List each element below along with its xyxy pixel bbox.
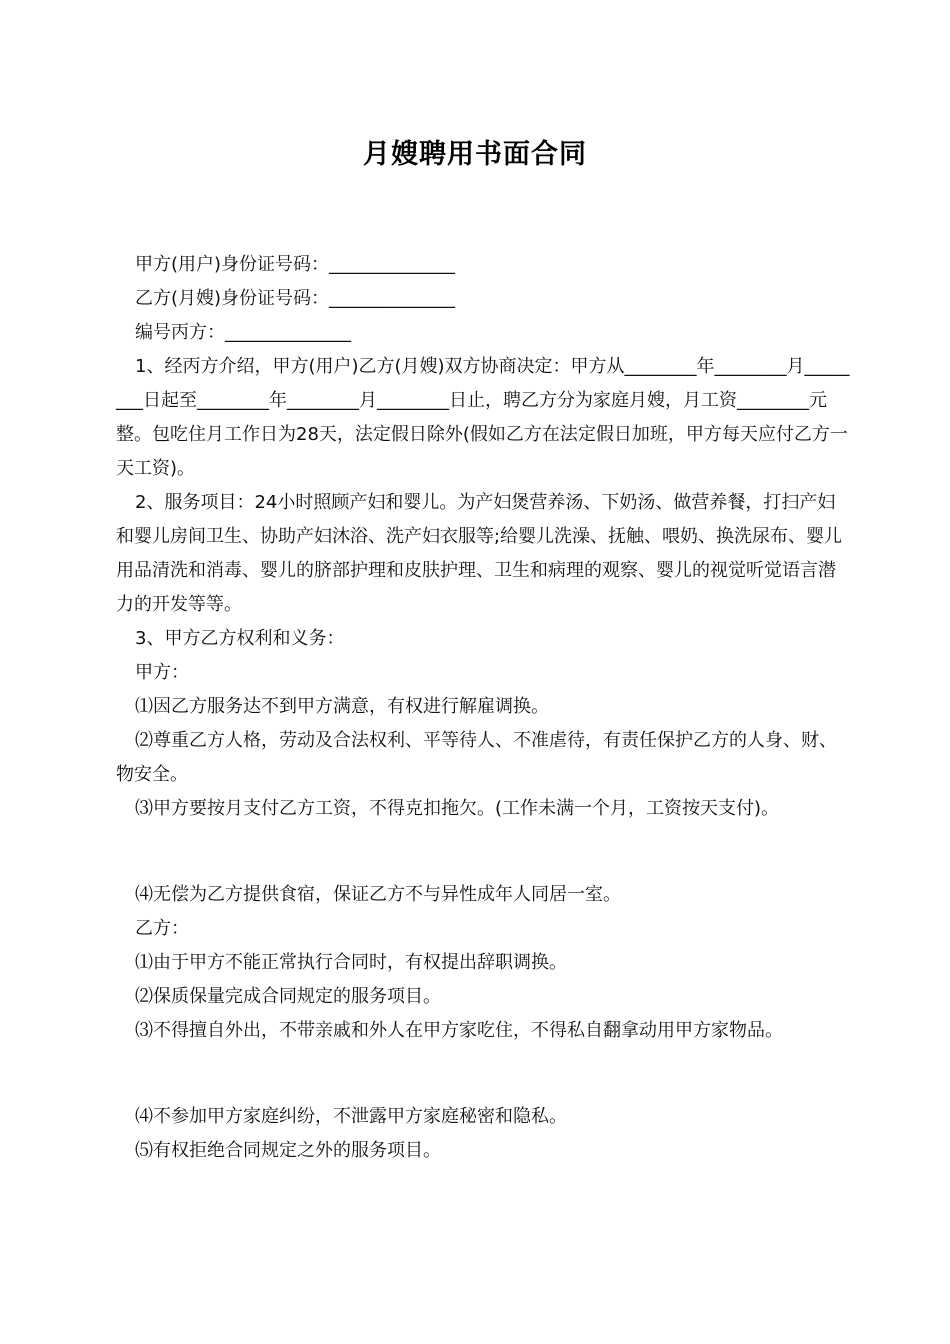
party-b-heading: 乙方： bbox=[135, 918, 189, 939]
party-b-item-1: ⑴由于甲方不能正常执行合同时，有权提出辞职调换。 bbox=[135, 952, 567, 973]
party-b-item-2: ⑵保质保量完成合同规定的服务项目。 bbox=[135, 986, 441, 1007]
party-a-item-2: ⑵尊重乙方人格，劳动及合法权利、平等待人、不准虐待，有责任保护乙方的人身、财、物安全。 bbox=[116, 730, 837, 785]
party-c-number-line: 编号丙方：______________ bbox=[135, 322, 351, 343]
party-a-item-4: ⑷无偿为乙方提供食宿，保证乙方不与异性成年人同居一室。 bbox=[135, 884, 621, 905]
paragraph-gap bbox=[116, 1048, 852, 1100]
party-b-id-line: 乙方(月嫂)身份证号码：______________ bbox=[135, 288, 456, 309]
party-b-item-5: ⑸有权拒绝合同规定之外的服务项目。 bbox=[135, 1140, 441, 1161]
party-a-item-1: ⑴因乙方服务达不到甲方满意，有权进行解雇调换。 bbox=[135, 696, 549, 717]
paragraph-gap bbox=[116, 826, 852, 878]
party-b-item-4: ⑷不参加甲方家庭纠纷，不泄露甲方家庭秘密和隐私。 bbox=[135, 1106, 567, 1127]
clause-2: 2、服务项目：24小时照顾产妇和婴儿。为产妇煲营养汤、下奶汤、做营养餐，打扫产妇和婴儿房间卫生、协助产妇沐浴、洗产妇衣服等;给婴儿洗澡、抚触、喂奶、换洗尿布、婴儿用品清洗和消毒、婴儿的脐部护理和皮肤护理、卫生和病理的观察、婴儿的视觉听觉语言潜力的开发等等。 bbox=[116, 492, 843, 615]
party-a-id-line: 甲方(用户)身份证号码：______________ bbox=[135, 254, 456, 275]
party-a-item-3: ⑶甲方要按月支付乙方工资，不得克扣拖欠。(工作未满一个月，工资按天支付)。 bbox=[135, 798, 780, 819]
clause-3-heading: 3、甲方乙方权利和义务： bbox=[135, 628, 345, 649]
document-title: 月嫂聘用书面合同 bbox=[363, 139, 587, 170]
document-body bbox=[116, 248, 852, 1168]
party-a-heading: 甲方： bbox=[135, 662, 189, 683]
clause-1: 1、经丙方介绍，甲方(用户)乙方(月嫂)双方协商决定：甲方从________年________月________日起至________年________月________日止，聘乙方分为家庭月嫂，月工资________元整。包吃住月工作日为28天，法定假日除外(假如乙方在法定假日加班，甲方每天应付乙方一天工资)。 bbox=[116, 356, 850, 479]
party-b-item-3: ⑶不得擅自外出，不带亲戚和外人在甲方家吃住，不得私自翻拿动用甲方家物品。 bbox=[135, 1020, 783, 1041]
